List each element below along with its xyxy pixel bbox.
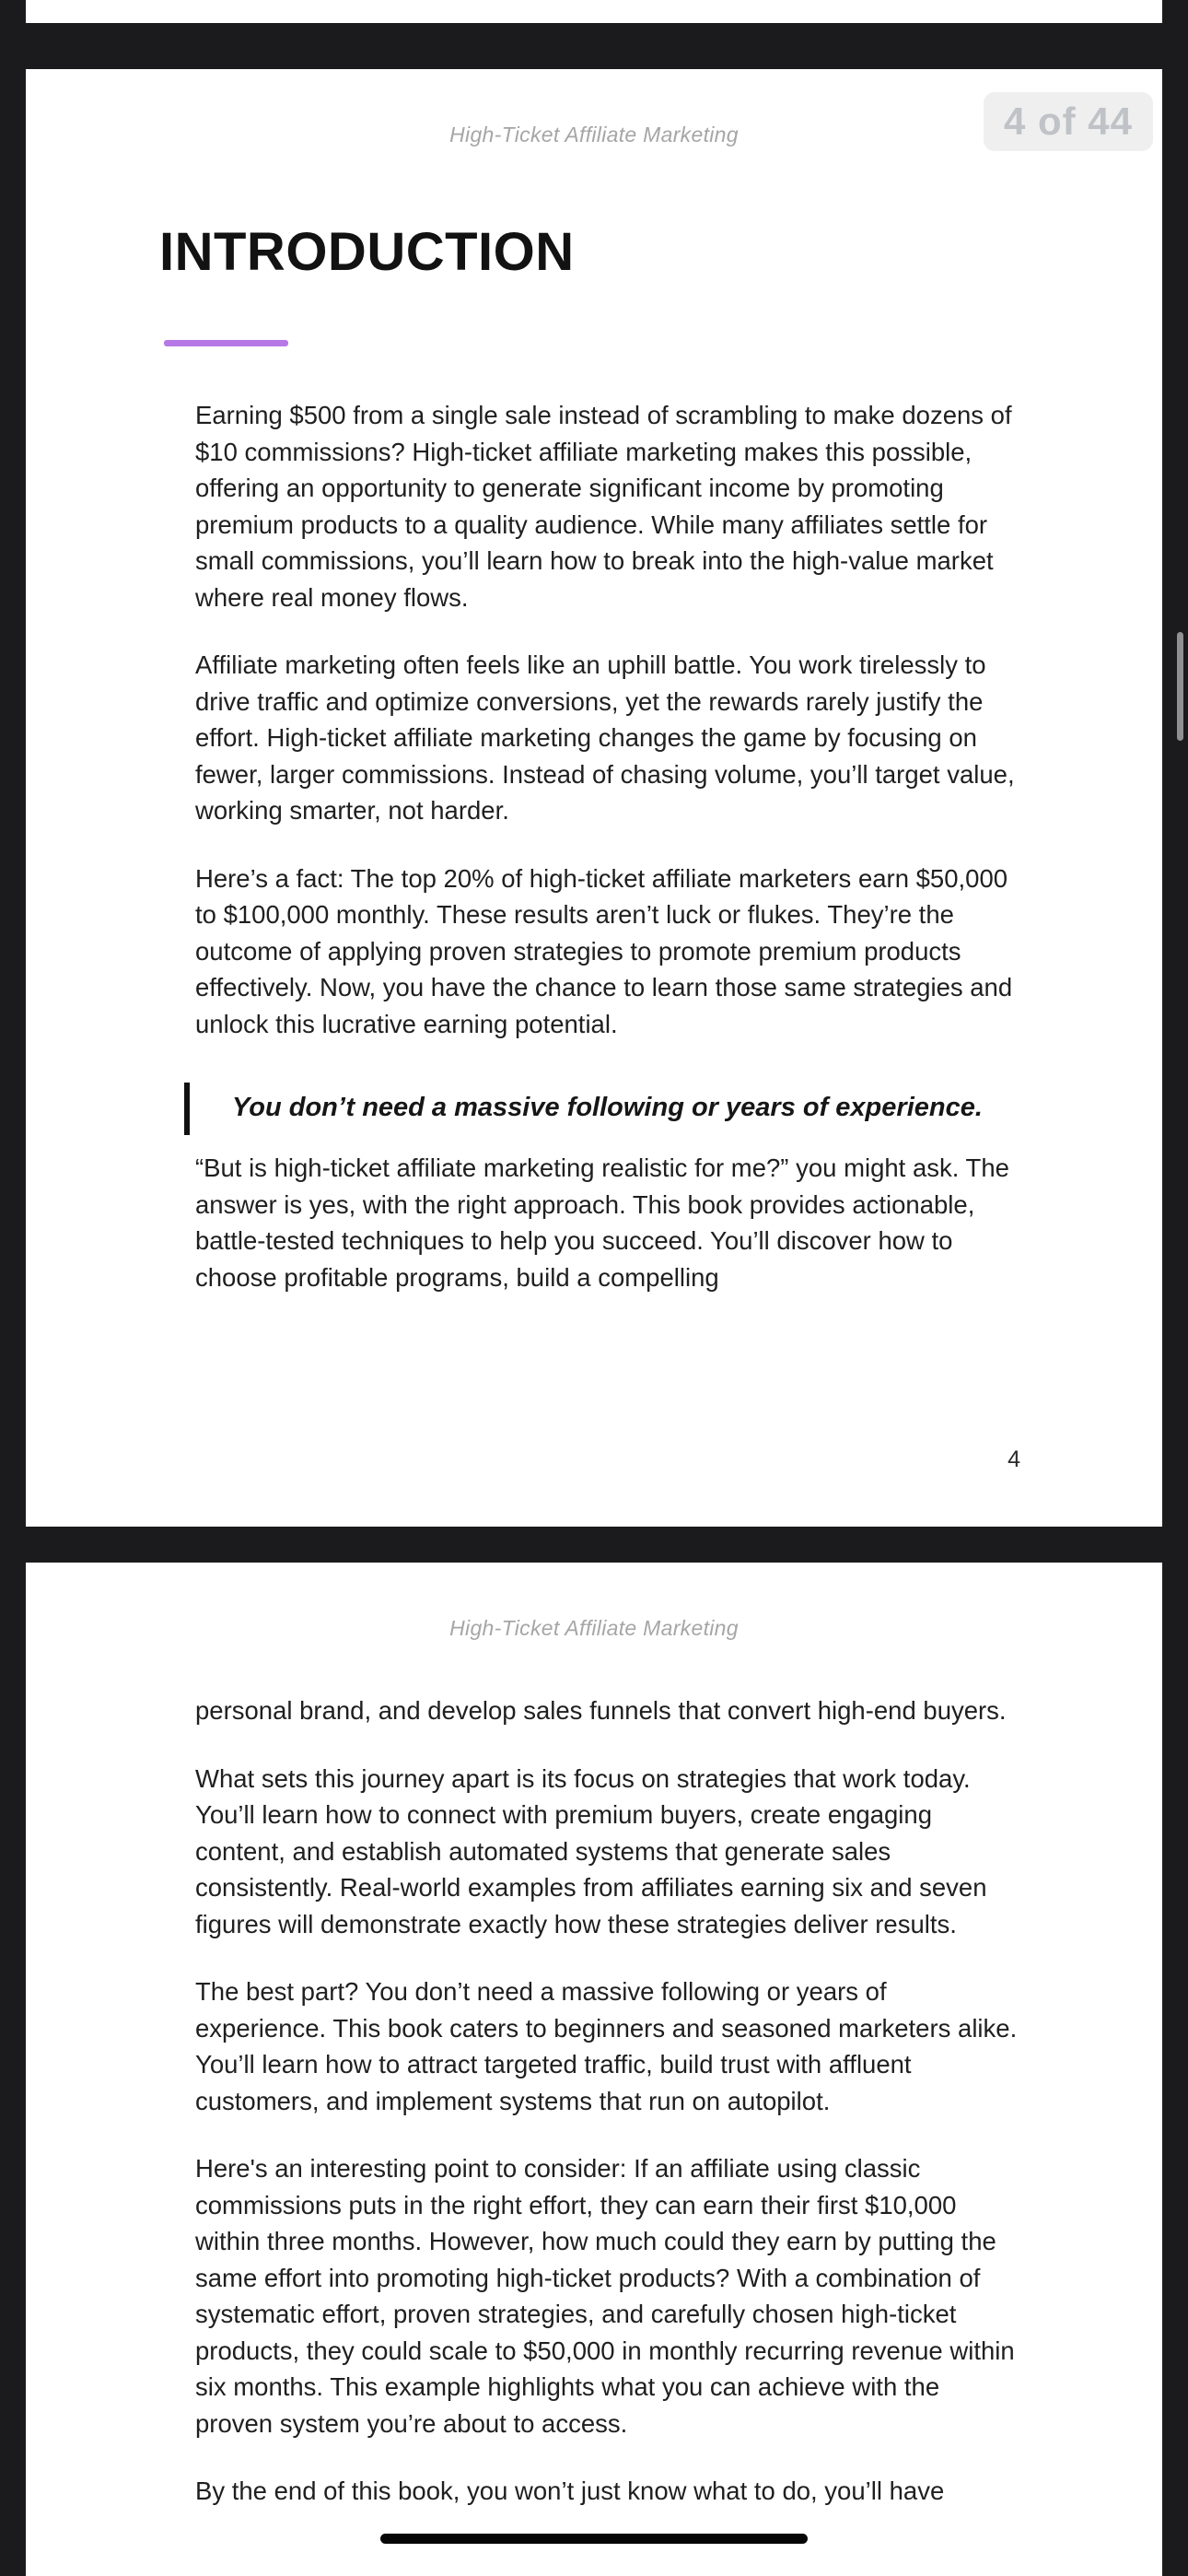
paragraph: Earning $500 from a single sale instead of scrambling to make dozens of $10 commissions? High-ticket affiliate marketing makes this possible, offering an opportunity to generate significant income by promoting premium products to a quality audience. While many affiliates settle for small commissions, you’ll learn how to break into the high-value market where real money flows. — [195, 401, 1012, 612]
running-header: High-Ticket Affiliate Marketing — [449, 123, 739, 146]
home-indicator[interactable] — [380, 2534, 808, 2544]
accent-divider — [164, 340, 288, 346]
scrollbar-thumb[interactable] — [1177, 632, 1183, 741]
pull-quote: You don’t need a massive following or years of experience. — [184, 1083, 1024, 1135]
paragraph-partial: By the end of this book, you won’t just know what to do, you’ll have — [195, 2476, 945, 2505]
previous-page-bottom-edge — [26, 0, 1162, 23]
page-indicator-badge: 4 of 44 — [984, 92, 1153, 151]
paragraph: Affiliate marketing often feels like an uphill battle. You work tirelessly to drive traffic and optimize conversions, yet the rewards rarely justify the effort. High-ticket affiliate marketing changes the game by focusing on fewer, larger commissions. Instead of chasing volume, you’ll target value, working smarter, not harder. — [195, 650, 1015, 825]
paragraph: The best part? You don’t need a massive following or years of experience. This book caters to beginners and seasoned marketers alike. You’ll learn how to attract targeted traffic, build trust with affluent customers, and implement systems that run on autopilot. — [195, 1977, 1018, 2115]
chapter-title: INTRODUCTION — [159, 222, 575, 282]
pdf-page-5 — [26, 1563, 1162, 2576]
paragraph: Here's an interesting point to consider: If an affiliate using classic commissions puts in the right effort, they can earn their first $10,000 within three months. However, how much could they earn by putting the same effort into promoting high-ticket products? With a combination of systematic effort, proven strategies, and carefully chosen high-ticket products, they could scale to $50,000 in monthly recurring revenue within six months. This example highlights what you can achieve with the proven system you’re about to access. — [195, 2154, 1015, 2438]
paragraph: Here’s a fact: The top 20% of high-ticket affiliate marketers earn $50,000 to $100,000 monthly. These results aren’t luck or flukes. They’re the outcome of applying proven strategies to promote premium products effectively. Now, you have the chance to learn those same strategies and unlock this lucrative earning potential. — [195, 863, 1013, 1038]
paragraph: What sets this journey apart is its focus on strategies that work today. You’ll learn how to connect with premium buyers, create engaging content, and establish automated systems that generate sales consistently. Real-world examples from affiliates earning six and seven figures will demonstrate exactly how these strategies deliver results. — [195, 1763, 987, 1938]
paragraph: personal brand, and develop sales funnels that convert high-end buyers. — [195, 1696, 1007, 1725]
page-4-body-continued — [195, 1150, 1020, 1295]
paragraph: “But is high-ticket affiliate marketing realistic for me?” you might ask. The answer is yes, with the right approach. This book provides actionable, battle-tested techniques to help you succeed. You’ll discover how to choose profitable programs, build a compelling — [195, 1153, 1009, 1292]
page-4-body — [195, 397, 1020, 1042]
page-number: 4 — [1007, 1446, 1020, 1472]
running-header: High-Ticket Affiliate Marketing — [449, 1616, 739, 1640]
pdf-page-4 — [26, 69, 1162, 1527]
page-5-body — [195, 1692, 1020, 2510]
